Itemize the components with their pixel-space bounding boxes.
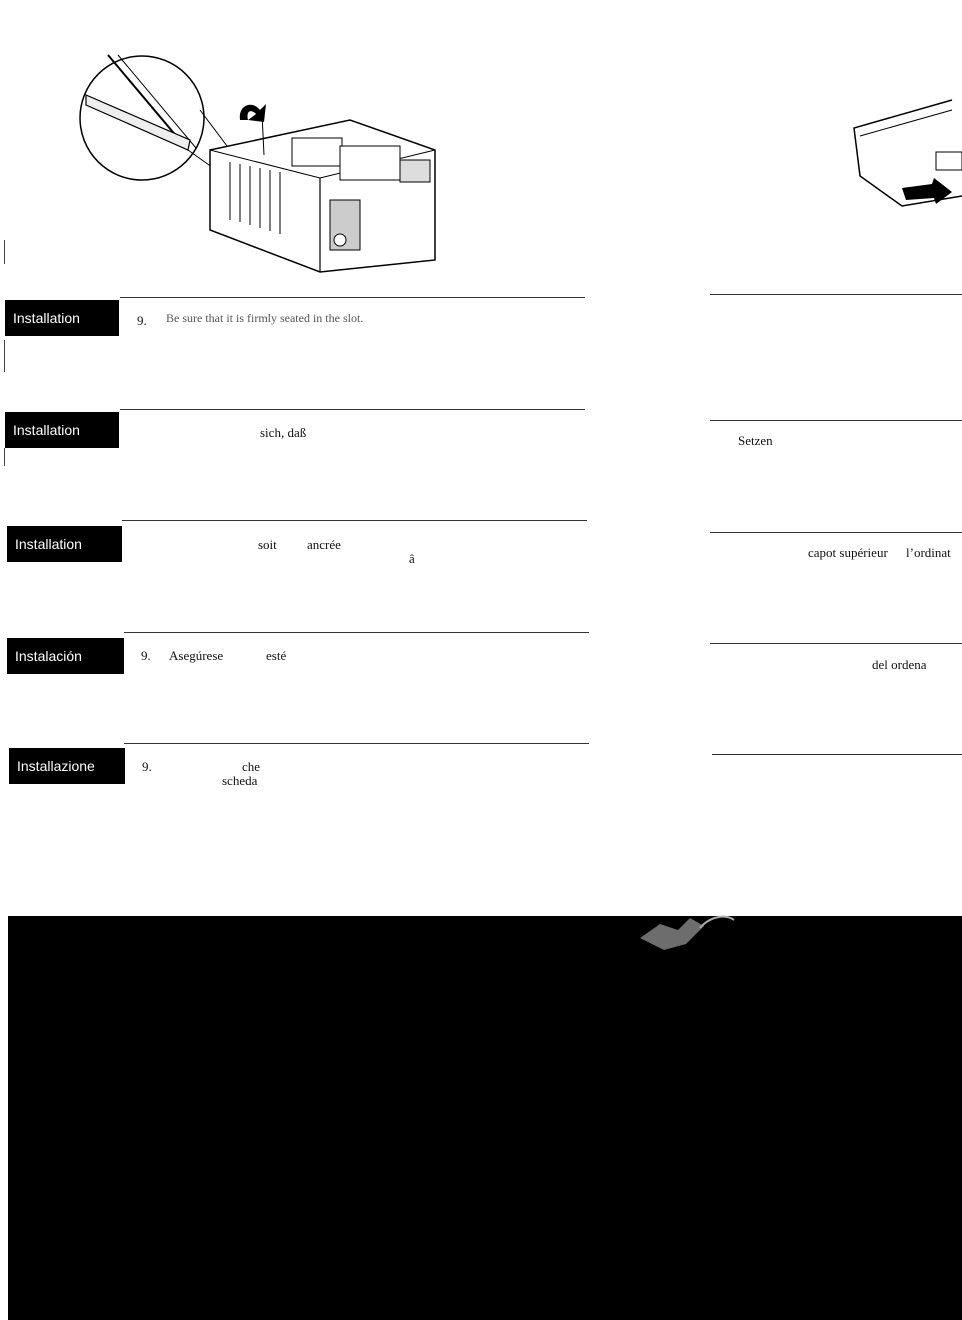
step-text-english: Be sure that it is firmly seated in the slot. bbox=[166, 311, 364, 325]
right-divider bbox=[710, 294, 962, 295]
step-text-french-b: ancrée bbox=[307, 537, 341, 552]
scan-noise-patch bbox=[630, 908, 740, 958]
section-label-german: Installation bbox=[5, 412, 119, 448]
section-label-english: Installation bbox=[5, 300, 119, 336]
step-text-italian-a: che bbox=[242, 759, 261, 774]
margin-mark bbox=[4, 240, 5, 264]
left-bar bbox=[4, 340, 5, 372]
computer-chassis-illustration bbox=[70, 50, 510, 290]
section-divider bbox=[120, 409, 585, 410]
chassis-cover-illustration bbox=[852, 96, 962, 216]
scanned-dark-region bbox=[8, 916, 962, 1320]
step-number: 9. bbox=[142, 759, 152, 774]
section-label-italian: Installazione bbox=[9, 748, 125, 784]
section-divider bbox=[124, 743, 589, 744]
section-label-spanish: Instalación bbox=[7, 638, 124, 674]
right-text-french-a: capot supérieur bbox=[808, 545, 888, 560]
step-text-spanish-b: esté bbox=[266, 648, 287, 663]
step-text-french-c: â bbox=[409, 551, 415, 566]
right-divider bbox=[710, 643, 962, 644]
section-divider bbox=[122, 520, 587, 521]
section-divider bbox=[120, 297, 585, 298]
step-number: 9. bbox=[141, 648, 151, 663]
section-divider bbox=[124, 632, 589, 633]
right-divider bbox=[710, 420, 962, 421]
right-text-german: Setzen bbox=[738, 433, 773, 448]
step-text-german: sich, daß bbox=[260, 425, 307, 440]
step-text-french-a: soit bbox=[258, 537, 277, 552]
right-text-spanish: del ordena bbox=[872, 657, 927, 672]
right-text-french-b: l’ordinat bbox=[906, 545, 951, 560]
step-number: 9. bbox=[137, 313, 147, 328]
section-label-french: Installation bbox=[7, 526, 122, 562]
right-divider bbox=[712, 754, 962, 755]
right-divider bbox=[710, 532, 962, 533]
step-text-spanish-a: Asegúrese bbox=[169, 648, 224, 663]
step-text-italian-b: scheda bbox=[222, 773, 258, 788]
left-bar bbox=[4, 448, 5, 466]
